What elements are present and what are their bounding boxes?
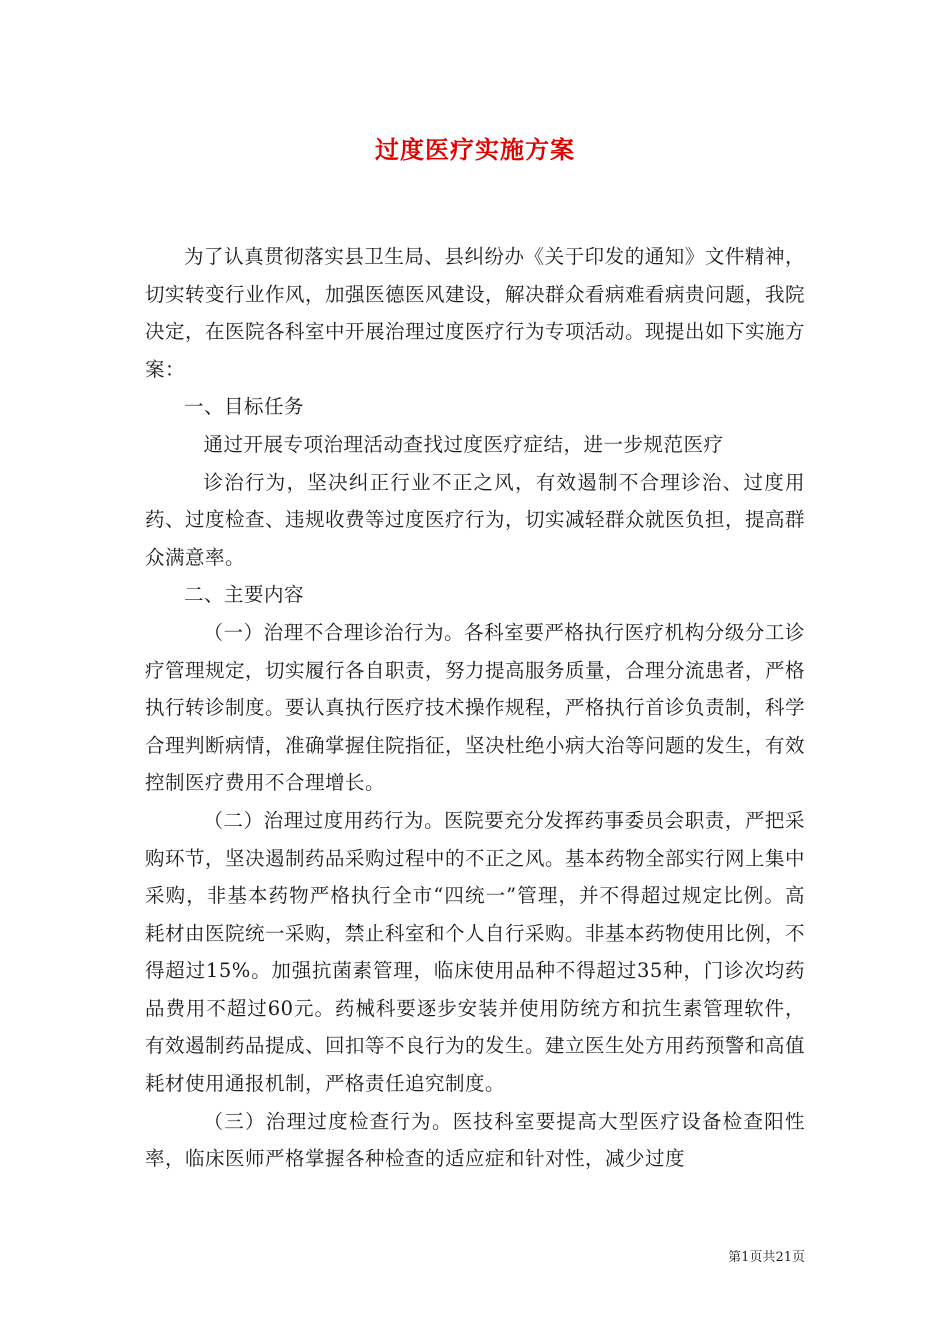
document-title: 过度医疗实施方案 <box>375 135 575 164</box>
document-body <box>145 238 805 1178</box>
content-paragraph-3: （三）治理过度检查行为。医技科室要提高大型医疗设备检查阳性率，临床医师严格掌握各种检查的适应症和针对性，减少过度 <box>145 1109 805 1171</box>
page-number: 第1页共21页 <box>728 1250 805 1265</box>
section-heading-goals: 一、目标任务 <box>184 395 305 419</box>
section-heading-content: 二、主要内容 <box>184 583 305 607</box>
content-paragraph-1: （一）治理不合理诊治行为。各科室要严格执行医疗机构分级分工诊疗管理规定，切实履行各自职责，努力提高服务质量，合理分流患者，严格执行转诊制度。要认真执行医疗技术操作规程，严格执行首诊负责制，科学合理判断病情，准确掌握住院指征，坚决杜绝小病大治等问题的发生，有效控制医疗费用不合理增长。 <box>145 620 806 795</box>
content-paragraph-2: （二）治理过度用药行为。医院要充分发挥药事委员会职责，严把采购环节，坚决遏制药品采购过程中的不正之风。基本药物全部实行网上集中采购，非基本药物严格执行全市“四统一”管理，并不得超过规定比例。高耗材由医院统一采购，禁止科室和个人自行采购。非基本药物使用比例，不得超过15%。加强抗菌素管理，临床使用品种不得超过35种，门诊次均药品费用不超过60元。药械科要逐步安装并使用防统方和抗生素管理软件，有效遏制药品提成、回扣等不良行为的发生。建立医生处方用药预警和高值耗材使用通报机制，严格责任追究制度。 <box>145 808 806 1096</box>
intro-paragraph: 为了认真贯彻落实县卫生局、县纠纷办《关于印发的通知》文件精神，切实转变行业作风，加强医德医风建设，解决群众看病难看病贵问题，我院决定，在医院各科室中开展治理过度医疗行为专项活动。现提出如下实施方案： <box>145 245 806 381</box>
goals-line: 通过开展专项治理活动查找过度医疗症结，进一步规范医疗 <box>203 432 724 456</box>
goals-paragraph: 诊治行为，坚决纠正行业不正之风，有效遏制不合理诊治、过度用药、过度检查、违规收费等过度医疗行为，切实减轻群众就医负担，提高群众满意率。 <box>145 470 806 569</box>
